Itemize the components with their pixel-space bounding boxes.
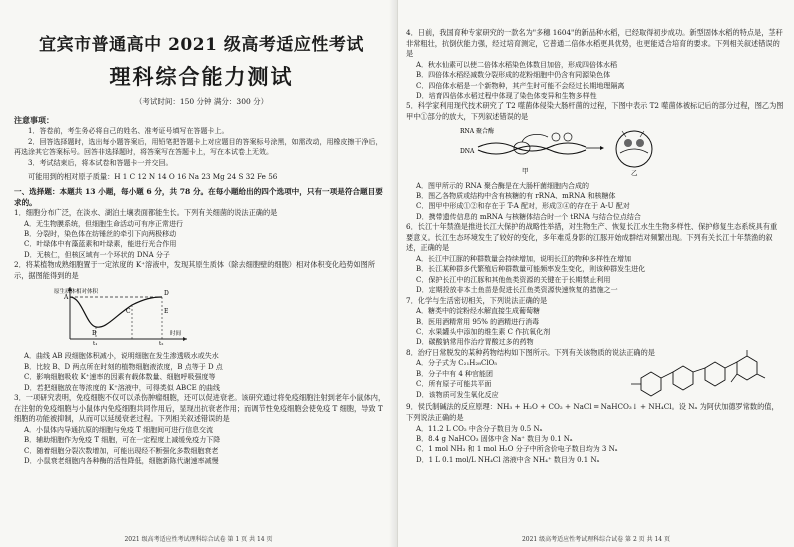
graph-point-e: E: [164, 308, 169, 316]
q9-option-b: B．8.4 g NaHCO₃ 固体中含 Na⁺ 数目为 0.1 Nₐ: [416, 435, 573, 444]
q6-option-c: C．保护长江中的江豚和其他鱼类资源的关键在于长期禁止利用: [416, 275, 611, 284]
q8-block: [406, 358, 784, 402]
question-5-stem: 5．科学家利用现代技术研究了 T2 噬菌体侵染大肠杆菌的过程，下图中表示 T2 噬菌体被标记后的部分过程，图乙为图甲中①部分的放大，下列叙述错误的是: [406, 101, 784, 121]
figure-label-yi: 乙: [631, 168, 638, 177]
question-9-stem: 9．侯氏制碱法的反应原理：NH₃ + H₂O + CO₂ + NaCl ═ NaHCO₃↓ + NH₄Cl。设 Nₐ 为阿伏加德罗常数的值，下列说法正确的是: [406, 402, 779, 423]
graph-tick-t2: t₂: [159, 341, 164, 346]
question-3-stem: 3．一项研究表明，免疫细胞不仅可以杀伤肿瘤细胞，还可以促进衰老。该研究通过将免疫细胞注射到老年小鼠体内，在注射的免疫细胞与小鼠体内免疫细胞共同作用后，显现出抗衰老作用；而调节性免疫细胞会使免疫 T 细胞，导致 T 细胞的功能被抑制，从而可以延缓衰老过程。下列相关叙述错误的是: [14, 393, 386, 424]
question-1-stem: 1．细胞分布广泛，在淡水、湖泊土壤表面都能生长。下列有关细菌的说法正确的是: [14, 208, 278, 217]
q1-option-d: D．无核仁，但核区域有一个环状的 DNA 分子: [24, 250, 170, 259]
part1-header: 一、选择题：本题共 13 小题，每小题 6 分，共 78 分。在每小题给出的四个选项中，只有一项是符合题目要求的。: [14, 187, 383, 207]
exam-title: 宜宾市普通高中 2021 级高考适应性考试: [39, 35, 364, 55]
q3-option-a: A．小鼠体内导通抗原的细胞与免疫 T 细胞间可进行信息交流: [24, 425, 214, 434]
q5-option-b: B．图乙各物质或结构中含有核糖的有 rRNA、mRNA 和核糖体: [416, 192, 616, 200]
graph-xlabel: 时间: [170, 331, 182, 338]
q7-option-c: C．水果罐头中添加的维生素 C 作抗氧化剂: [416, 328, 551, 337]
molecule-structure: [621, 348, 781, 408]
page-footer-left: 2021 级高考适应性考试理科综合试卷 第 1 页 共 14 页: [124, 536, 273, 543]
q5-option-c: C．图甲中形成①②和存在于 T-A 配对，形成③④的存在于 A-U 配对: [416, 202, 630, 211]
question-6-stem: 6．长江十年禁渔是推进长江大保护的战略性举措，对生物生产、恢复长江水生生物多样性、保护修复生态系统具有重要意义。长江生态环境发生了较好的变化，多年难觅身影的江豚开始成群结对频繁出现。下列有关长江十年禁渔的叙述，正确的是: [406, 222, 778, 253]
q2-option-a: A．曲线 AB 段细胞体积减小，说明细胞在发生渗透吸水或失水: [24, 352, 219, 361]
q4-option-c: C．四倍体水稻是一个新物种，其产生时可能不会经过长期地理隔离: [416, 81, 625, 90]
q2-option-b: B．比较 B、D 两点所在时刻的植物细胞液浓度，B 点等于 D 点: [24, 362, 223, 371]
figure-label-jia: 甲: [522, 166, 529, 175]
q5-option-d: D．携带遗传信息的 mRNA 与核糖体结合时一个 tRNA 与结合位点结合: [416, 212, 641, 221]
graph-point-c: C: [126, 308, 131, 316]
transcription-diagram: [456, 125, 686, 177]
q5-option-a: A．图甲所示的 RNA 聚合酶是在大肠杆菌细胞内合成的: [416, 181, 589, 190]
q1-option-c: C．叶绿体中有藻蓝素和叶绿素，能进行光合作用: [24, 240, 177, 249]
q8-option-d: D．该物质可发生氧化反应: [416, 390, 499, 399]
q3-option-d: D．小鼠衰老细胞内各种酶的活性降低，细胞新陈代谢速率减慢: [24, 457, 219, 466]
q6-option-b: B．长江某种群多代繁殖后种群数量可能频率发生变化，则该种群发生进化: [416, 265, 646, 274]
exam-meta: （考试时间：150 分钟 满分：300 分）: [134, 97, 269, 106]
q8-option-a: A．分子式为 C₂₁H₂₈ClO₅: [416, 359, 498, 368]
q8-option-b: B．分子中有 4 种官能团: [416, 369, 494, 378]
q4-option-a: A．秋水仙素可以使二倍体水稻染色体数目加倍，形成四倍体水稻: [416, 60, 618, 69]
q4-option-d: D．培育四倍体水稻过程中体现了染色体变异和生物多样性: [416, 92, 597, 100]
q6-option-a: A．长江中江豚的种群数量会持续增加，说明长江的物种多样性在增加: [416, 255, 632, 263]
question-2-stem: 2．将某植物成熟细胞置于一定浓度的 K⁺溶液中，发现其原生质体（除去细胞壁的细胞）相对体积变化趋势如图所示，据图能得到的是: [14, 260, 376, 280]
q9-option-d: D．1 L 0.1 mol/L NH₄Cl 溶液中含 NH₄⁺ 数目为 0.1 Nₐ: [416, 455, 600, 464]
graph-point-b: B: [92, 330, 97, 338]
graph-point-a: A: [64, 294, 69, 302]
page-shadow: [389, 0, 397, 547]
q7-option-a: A．糖类中的淀粉经水解直接生成葡萄糖: [416, 307, 541, 316]
q7-option-b: B．医用酒精常用 95% 的酒精进行消毒: [416, 317, 540, 326]
q2-option-d: D．若把细胞放在等浓度的 K⁺溶液中，可得类似 ABCE 的曲线: [24, 383, 221, 392]
question-7-stem: 7．化学与生活密切相关，下列说法正确的是: [406, 295, 548, 305]
q7-option-d: D．碳酸钠常用作治疗胃酸过多的药物: [416, 338, 534, 347]
notes-title: 注意事项：: [14, 115, 54, 125]
q1-option-a: A．无生物膜系统，但细胞生命活动可有序正常进行: [24, 219, 184, 228]
graph-tick-t1: t₁: [93, 341, 98, 346]
note-2: 2．回答选择题时，选出每小题答案后，用铅笔把答题卡上对应题目的答案标号涂黑，如需改动，用橡皮擦干净后，再选涂其它答案标号。回答非选择题时，将答案写在答题卡上，写在本试卷上无效。: [14, 137, 383, 156]
q2-option-c: C．影响细胞吸收 K⁺速率的因素有载体数量、细胞呼吸强度等: [24, 373, 216, 382]
q8-option-c: C．所有原子可能共平面: [416, 380, 492, 389]
q6-option-d: D．定期投放非本土鱼苗是促进长江鱼类资源快速恢复的措施之一: [416, 286, 618, 295]
question-4-stem: 4．日前，我国育种专家研究的一款名为"多穗 1604"的新品种水稻，已经取得初步成功。新型固体水稻的特点是，茎秆非常粗壮，抗倒伏能力强，经过培育测定，它普通二倍体水稻更具优势，也更能适合培育的要求。下列相关叙述错误的是: [406, 28, 783, 59]
note-3: 3．考试结束后，将本试卷和答题卡一并交回。: [28, 158, 173, 167]
q3-option-b: B．辅助细胞作为免疫 T 细胞，可在一定程度上减缓免疫力下降: [24, 436, 221, 445]
label-dna: DNA: [460, 147, 475, 155]
right-page: [397, 0, 794, 547]
q3-option-c: C．随着细胞分裂次数增加，可能出现经不断强化多数细胞衰老: [24, 446, 219, 455]
q4-option-b: B．四倍体水稻经减数分裂形成的花粉细胞中仍含有同源染色体: [416, 71, 611, 80]
q1-option-b: B．分裂时，染色体在纺锤丝的牵引下向两极移动: [24, 230, 177, 238]
question-8-stem: 8．治疗日常脱发的某种药物结构如下图所示。下列有关该物质的说法正确的是: [406, 347, 655, 357]
atomic-masses: 可能用到的相对原子质量：H 1 C 12 N 14 O 16 Na 23 Mg 24 S 32 Fe 56: [28, 172, 278, 181]
graph-ylabel: 原生质体相对体积: [54, 289, 99, 296]
volume-curve-graph: [52, 283, 192, 345]
q8-options: [406, 358, 606, 400]
graph-point-d: D: [164, 290, 169, 298]
q9-option-a: A．11.2 L CO₂ 中含分子数目为 0.5 Nₐ: [416, 424, 543, 433]
q9-option-c: C．1 mol NH₃ 和 1 mol H₂O 分子中所含价电子数目均为 3 Nₐ: [416, 445, 618, 454]
page-footer-right: 2021 级高考适应性考试理科综合试卷 第 2 页 共 14 页: [521, 536, 671, 543]
note-1: 1．答卷前，考生务必将自己的姓名、准考证号填写在答题卡上。: [28, 127, 229, 135]
exam-subject-title: 理科综合能力测试: [109, 65, 294, 89]
label-rna-polymerase: RNA 聚合酶: [460, 127, 495, 135]
